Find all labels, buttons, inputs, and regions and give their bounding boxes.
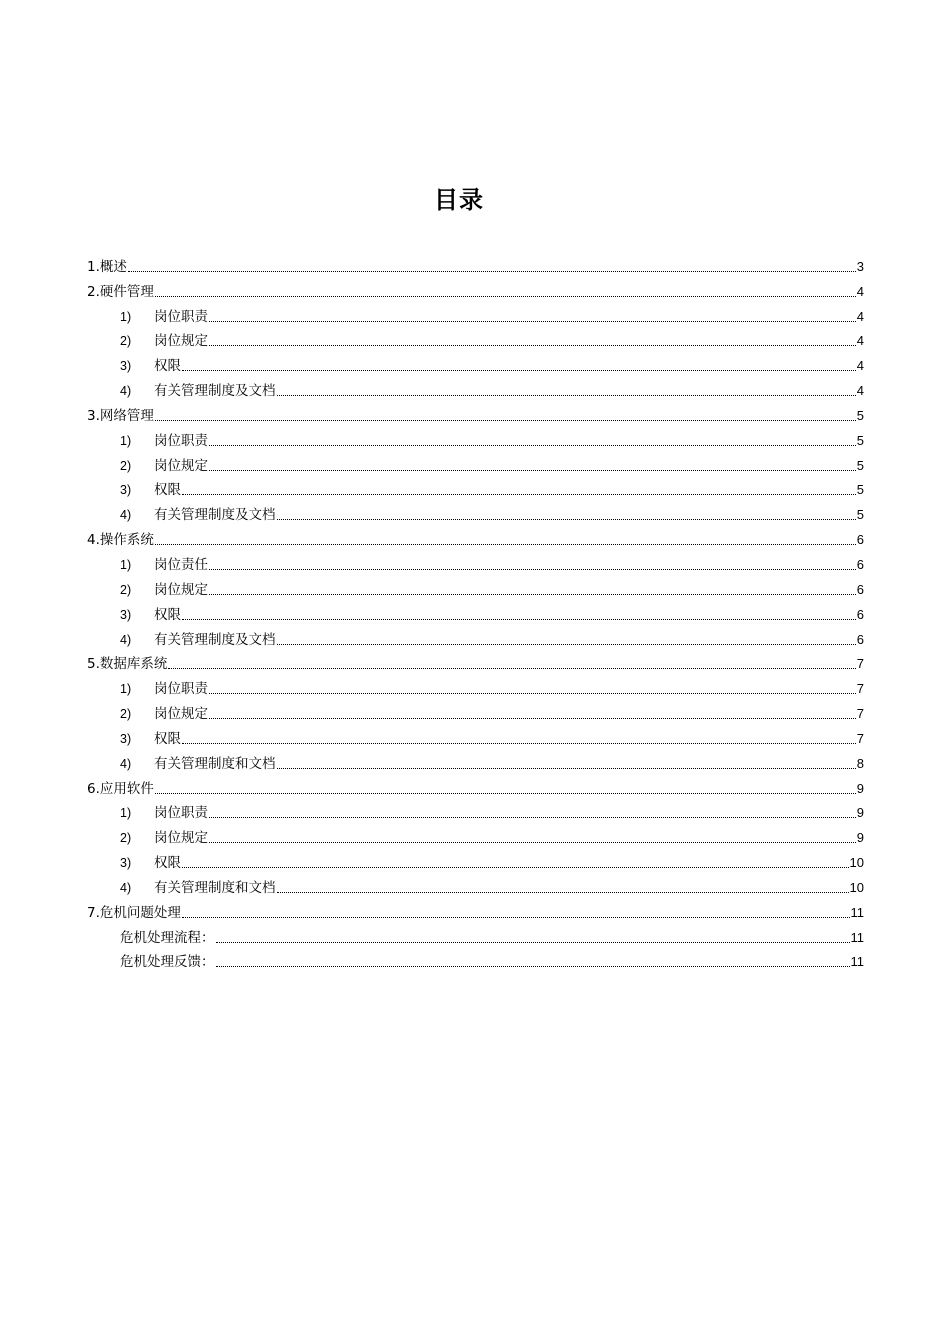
toc-entry-label: 岗位职责 [154,432,208,449]
toc-dot-leader [182,494,856,495]
toc-page-number: 4 [856,283,864,299]
toc-page-number: 11 [850,929,864,945]
toc-dot-leader [209,817,856,818]
toc-entry[interactable] [87,400,864,425]
toc-entry-number: 2) [120,582,132,597]
toc-entry-label: 岗位规定 [154,830,208,847]
toc-entry-number: 1) [120,309,132,324]
toc-entry[interactable] [87,872,864,897]
toc-page-number: 5 [856,482,864,498]
toc-entry-number: 1) [120,806,132,821]
toc-entry[interactable] [87,425,864,450]
toc-entry-number: 2) [120,458,132,473]
toc-entry[interactable] [87,251,864,276]
toc-dot-leader [209,445,856,446]
toc-entry-label: 岗位规定 [154,581,208,598]
toc-entry-label: 4.操作系统 [87,532,154,549]
toc-entry-label: 岗位职责 [154,805,208,822]
toc-entry[interactable] [87,549,864,574]
toc-entry-label: 岗位规定 [154,457,208,474]
toc-dot-leader [277,644,856,645]
toc-dot-leader [209,345,856,346]
toc-entry-label: 岗位职责 [154,308,208,325]
toc-page-number: 4 [856,308,864,324]
toc-entry-label: 有关管理制度及文档 [154,631,276,648]
toc-page-number: 5 [856,432,864,448]
toc-entry[interactable] [87,499,864,524]
toc-dot-leader [216,942,850,943]
toc-dot-leader [277,519,856,520]
toc-entry-label: 7.危机问题处理 [87,904,181,921]
toc-dot-leader [209,718,856,719]
toc-entry[interactable] [87,798,864,823]
toc-entry[interactable] [87,301,864,326]
toc-page-number: 7 [856,730,864,746]
toc-page-number: 4 [856,383,864,399]
toc-entry-number: 2) [120,334,132,349]
toc-dot-leader [155,296,856,297]
toc-dot-leader [182,867,849,868]
toc-page-number: 5 [856,407,864,423]
toc-entry[interactable] [87,649,864,674]
toc-page-number: 10 [849,879,864,895]
toc-page-number: 6 [856,606,864,622]
toc-entry[interactable] [87,599,864,624]
toc-entry[interactable] [87,524,864,549]
toc-entry-label: 权限 [154,606,181,623]
toc-dot-leader [155,420,856,421]
toc-dot-leader [168,668,855,669]
toc-entry[interactable] [87,822,864,847]
toc-entry[interactable] [87,847,864,872]
toc-entry-label: 1.概述 [87,258,127,275]
toc-entry-label: 权限 [154,730,181,747]
toc-page-number: 8 [856,755,864,771]
toc-entry-number: 4) [120,632,132,647]
toc-entry-number: 1) [120,557,132,572]
toc-entry-label: 有关管理制度和文档 [154,755,276,772]
toc-entry-number: 2) [120,831,132,846]
toc-entry-number: 4) [120,384,132,399]
toc-entry[interactable] [87,276,864,301]
toc-entry-label: 权限 [154,482,181,499]
toc-page-number: 4 [856,358,864,374]
toc-page-number: 10 [849,855,864,871]
toc-page-number: 6 [856,631,864,647]
toc-entry-number: 2) [120,707,132,722]
toc-entry-label: 有关管理制度及文档 [154,507,276,524]
page-title: 目录 [434,186,484,214]
toc-page-number: 4 [856,333,864,349]
toc-page-number: 7 [856,656,864,672]
toc-entry-label: 岗位职责 [154,681,208,698]
toc-page-number: 5 [856,457,864,473]
toc-dot-leader [209,321,856,322]
toc-dot-leader [277,395,856,396]
toc-dot-leader [209,569,856,570]
toc-entry-label: 岗位规定 [154,333,208,350]
toc-dot-leader [182,370,856,371]
toc-dot-leader [155,544,856,545]
toc-dot-leader [209,842,856,843]
toc-dot-leader [182,619,856,620]
toc-entry-number: 3) [120,731,132,746]
toc-entry-label: 危机处理流程： [120,929,215,946]
toc-dot-leader [182,743,856,744]
toc-entry-label: 有关管理制度和文档 [154,879,276,896]
toc-entry-number: 4) [120,756,132,771]
toc-entry[interactable] [87,574,864,599]
toc-dot-leader [216,966,850,967]
toc-entry-number: 1) [120,682,132,697]
toc-dot-leader [209,470,856,471]
toc-entry[interactable] [87,897,864,922]
toc-page-number: 3 [856,258,864,274]
toc-dot-leader [209,693,856,694]
toc-entry-label: 有关管理制度及文档 [154,383,276,400]
toc-entry[interactable] [87,326,864,351]
toc-page-number: 11 [850,954,864,970]
toc-entry-number: 3) [120,483,132,498]
toc-entry-label: 5.数据库系统 [87,656,168,673]
toc-page-number: 9 [856,805,864,821]
toc-entry-label: 岗位规定 [154,706,208,723]
toc-page-number: 9 [856,830,864,846]
toc-entry[interactable] [87,698,864,723]
toc-page-number: 11 [850,904,864,920]
toc-dot-leader [155,793,856,794]
toc-entry[interactable] [87,748,864,773]
toc-entry[interactable] [87,475,864,500]
toc-entry[interactable] [87,723,864,748]
toc-dot-leader [182,917,850,918]
toc-page-number: 9 [856,780,864,796]
toc-entry[interactable] [87,922,864,947]
toc-entry[interactable] [87,673,864,698]
toc-dot-leader [277,768,856,769]
toc-entry-label: 3.网络管理 [87,407,154,424]
toc-entry[interactable] [87,947,864,972]
toc-entry-label: 2.硬件管理 [87,283,154,300]
toc-entry-number: 4) [120,508,132,523]
toc-page-number: 6 [856,532,864,548]
toc-entry-label: 6.应用软件 [87,780,154,797]
toc-entry-label: 权限 [154,358,181,375]
toc-dot-leader [277,892,849,893]
toc-entry[interactable] [87,773,864,798]
toc-entry-number: 4) [120,880,132,895]
toc-page-number: 7 [856,706,864,722]
toc-entry-number: 3) [120,359,132,374]
toc-entry[interactable] [87,375,864,400]
toc-entry-label: 危机处理反馈： [120,954,215,971]
toc-dot-leader [128,271,856,272]
toc-entry-label: 权限 [154,855,181,872]
toc-entry[interactable] [87,450,864,475]
toc-page-number: 6 [856,581,864,597]
toc-entry-label: 岗位责任 [154,556,208,573]
table-of-contents [87,251,864,971]
toc-entry-number: 3) [120,856,132,871]
toc-page-number: 6 [856,556,864,572]
toc-entry-number: 3) [120,607,132,622]
toc-entry-number: 1) [120,433,132,448]
toc-entry[interactable] [87,350,864,375]
toc-entry[interactable] [87,624,864,649]
toc-page-number: 5 [856,507,864,523]
toc-page-number: 7 [856,681,864,697]
toc-dot-leader [209,594,856,595]
